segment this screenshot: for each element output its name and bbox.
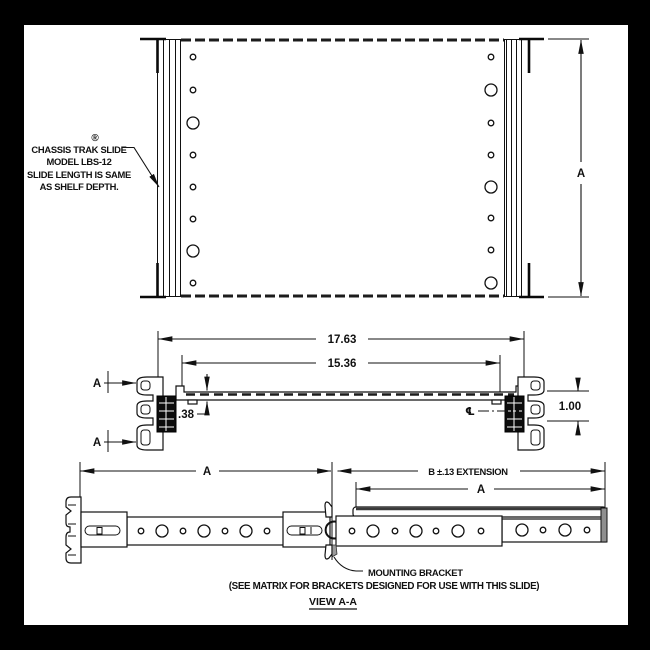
hole <box>156 525 168 537</box>
rivet <box>492 400 501 404</box>
hole <box>240 525 252 537</box>
hole <box>180 528 186 534</box>
section-label-top: A <box>92 378 102 390</box>
hole <box>410 525 422 537</box>
hole <box>198 525 210 537</box>
dim-inner-length-label: 15.36 <box>327 358 357 370</box>
hole <box>559 524 571 536</box>
dim-closed-length-label: A <box>202 466 212 478</box>
callout-line-3: SLIDE LENGTH IS SAME <box>27 169 131 180</box>
section-label-bottom: A <box>92 437 102 449</box>
rivet <box>188 400 197 404</box>
hole <box>516 524 528 536</box>
slide-plate <box>180 39 505 297</box>
hole <box>264 528 270 534</box>
hole <box>190 87 196 93</box>
hole <box>485 181 497 193</box>
hole <box>488 120 494 126</box>
dim-flange-offset-label: .38 <box>178 409 194 421</box>
hole <box>222 528 228 534</box>
hole <box>488 54 494 60</box>
fixed-rail-holes <box>138 525 270 537</box>
rail-end-cap <box>601 508 607 542</box>
view-title-label: VIEW A-A <box>308 596 358 608</box>
hole <box>452 525 464 537</box>
hole <box>392 528 398 534</box>
hole <box>584 527 590 533</box>
view-title <box>309 596 357 609</box>
slot-housing-mid <box>283 512 330 547</box>
hole <box>187 245 199 257</box>
hole <box>485 277 497 289</box>
dim-extended-length-label: A <box>476 484 486 496</box>
registered-trademark-symbol: ® <box>91 133 99 144</box>
hole <box>488 152 494 158</box>
dim-depth-label: A <box>576 168 586 180</box>
callout-line-1: CHASSIS TRAK SLIDE <box>31 144 127 155</box>
bracket-matrix-note: (SEE MATRIX FOR BRACKETS DESIGNED FOR USE WITH THIS SLIDE) <box>228 581 540 592</box>
hole <box>190 280 196 286</box>
hole <box>187 117 199 129</box>
dim-overall-length-label: 17.63 <box>327 334 357 346</box>
hole <box>478 528 484 534</box>
dim-rail-height-label: 1.00 <box>558 401 582 413</box>
mounting-bracket-label: MOUNTING BRACKET <box>368 567 463 578</box>
extended-inner-rail <box>336 516 502 546</box>
hole <box>190 152 196 158</box>
hole <box>488 247 494 253</box>
dim-extension-label: B ±.13 EXTENSION <box>428 466 508 477</box>
centerline-icon: ℄ <box>465 406 475 418</box>
hole <box>485 84 497 96</box>
hole <box>540 527 546 533</box>
hole <box>367 525 379 537</box>
hole <box>190 184 196 190</box>
callout-line-4: AS SHELF DEPTH. <box>39 181 119 192</box>
hole <box>488 215 494 221</box>
hole <box>349 528 355 534</box>
callout-line-2: MODEL LBS-12 <box>46 156 112 167</box>
hole <box>190 216 196 222</box>
hole <box>138 528 144 534</box>
hole <box>190 54 196 60</box>
hole <box>433 528 439 534</box>
